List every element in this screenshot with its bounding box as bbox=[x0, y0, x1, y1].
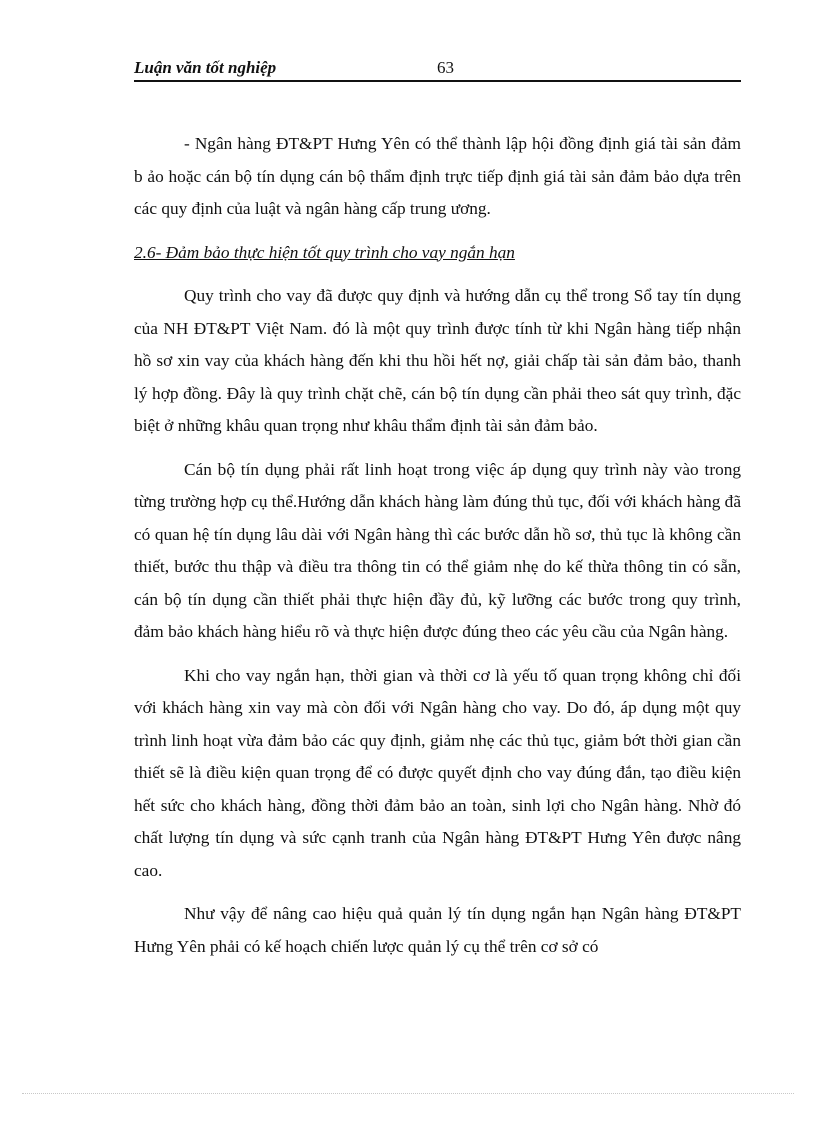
paragraph: Khi cho vay ngắn hạn, thời gian và thời cơ là yếu tố quan trọng không chỉ đối với khách hàng xin vay mà còn đối với Ngân hàng cho vay. Do đó, áp dụng một quy trình linh hoạt vừa đảm bảo các quy định, giảm nhẹ các thủ tục, giảm bớt thời gian cần thiết sẽ là điều kiện quan trọng để có được quyết định cho vay đúng đắn, tạo điều kiện hết sức cho khách hàng, đồng thời đảm bảo an toàn, sinh lợi cho Ngân hàng. Nhờ đó chất lượng tín dụng và sức cạnh tranh của Ngân hàng ĐT&PT Hưng Yên được nâng cao. bbox=[134, 665, 741, 880]
page-header bbox=[134, 58, 741, 82]
section-heading: 2.6- Đảm bảo thực hiện tốt quy trình cho vay ngắn hạn bbox=[134, 242, 515, 262]
paragraph: - Ngân hàng ĐT&PT Hưng Yên có thể thành lập hội đồng định giá tài sản đảm b ảo hoặc cán bộ tín dụng cán bộ thẩm định trực tiếp định giá tài sản đảm bảo dựa trên các quy định của luật và ngân hàng cấp trung ương. bbox=[134, 134, 741, 218]
paragraph: Như vậy để nâng cao hiệu quả quản lý tín dụng ngắn hạn Ngân hàng ĐT&PT Hưng Yên phải có kế hoạch chiến lược quản lý cụ thể trên cơ sở có bbox=[134, 904, 741, 956]
paragraph: Cán bộ tín dụng phải rất linh hoạt trong việc áp dụng quy trình này vào trong từng trường hợp cụ thể.Hướng dẫn khách hàng làm đúng thủ tục, đối với khách hàng đã có quan hệ tín dụng lâu dài với Ngân hàng thì các bước dẫn hồ sơ, thủ tục là không cần thiết, bước thu thập và điều tra thông tin có thể giảm nhẹ do kế thừa thông tin có sẵn, cán bộ tín dụng cần thiết phải thực hiện đầy đủ, kỹ lưỡng các bước trong quy trình, đảm bảo khách hàng hiểu rõ và thực hiện được đúng theo các yêu cầu của Ngân hàng. bbox=[134, 459, 741, 641]
paragraph: Quy trình cho vay đã được quy định và hướng dẫn cụ thể trong Sổ tay tín dụng của NH ĐT&PT Việt Nam. đó là một quy trình được tính từ khi Ngân hàng tiếp nhận hồ sơ xin vay của khách hàng đến khi thu hồi hết nợ, giải chấp tài sản đảm bảo, thanh lý hợp đồng. Đây là quy trình chặt chẽ, cán bộ tín dụng cần phải theo sát quy trình, đặc biệt ở những khâu quan trọng như khâu thẩm định tài sản đảm bảo. bbox=[134, 286, 741, 435]
page-bottom-divider bbox=[22, 1093, 794, 1094]
document-title: Luận văn tốt nghiệp bbox=[134, 58, 277, 77]
page-number: 63 bbox=[437, 58, 454, 77]
document-body bbox=[134, 128, 741, 974]
